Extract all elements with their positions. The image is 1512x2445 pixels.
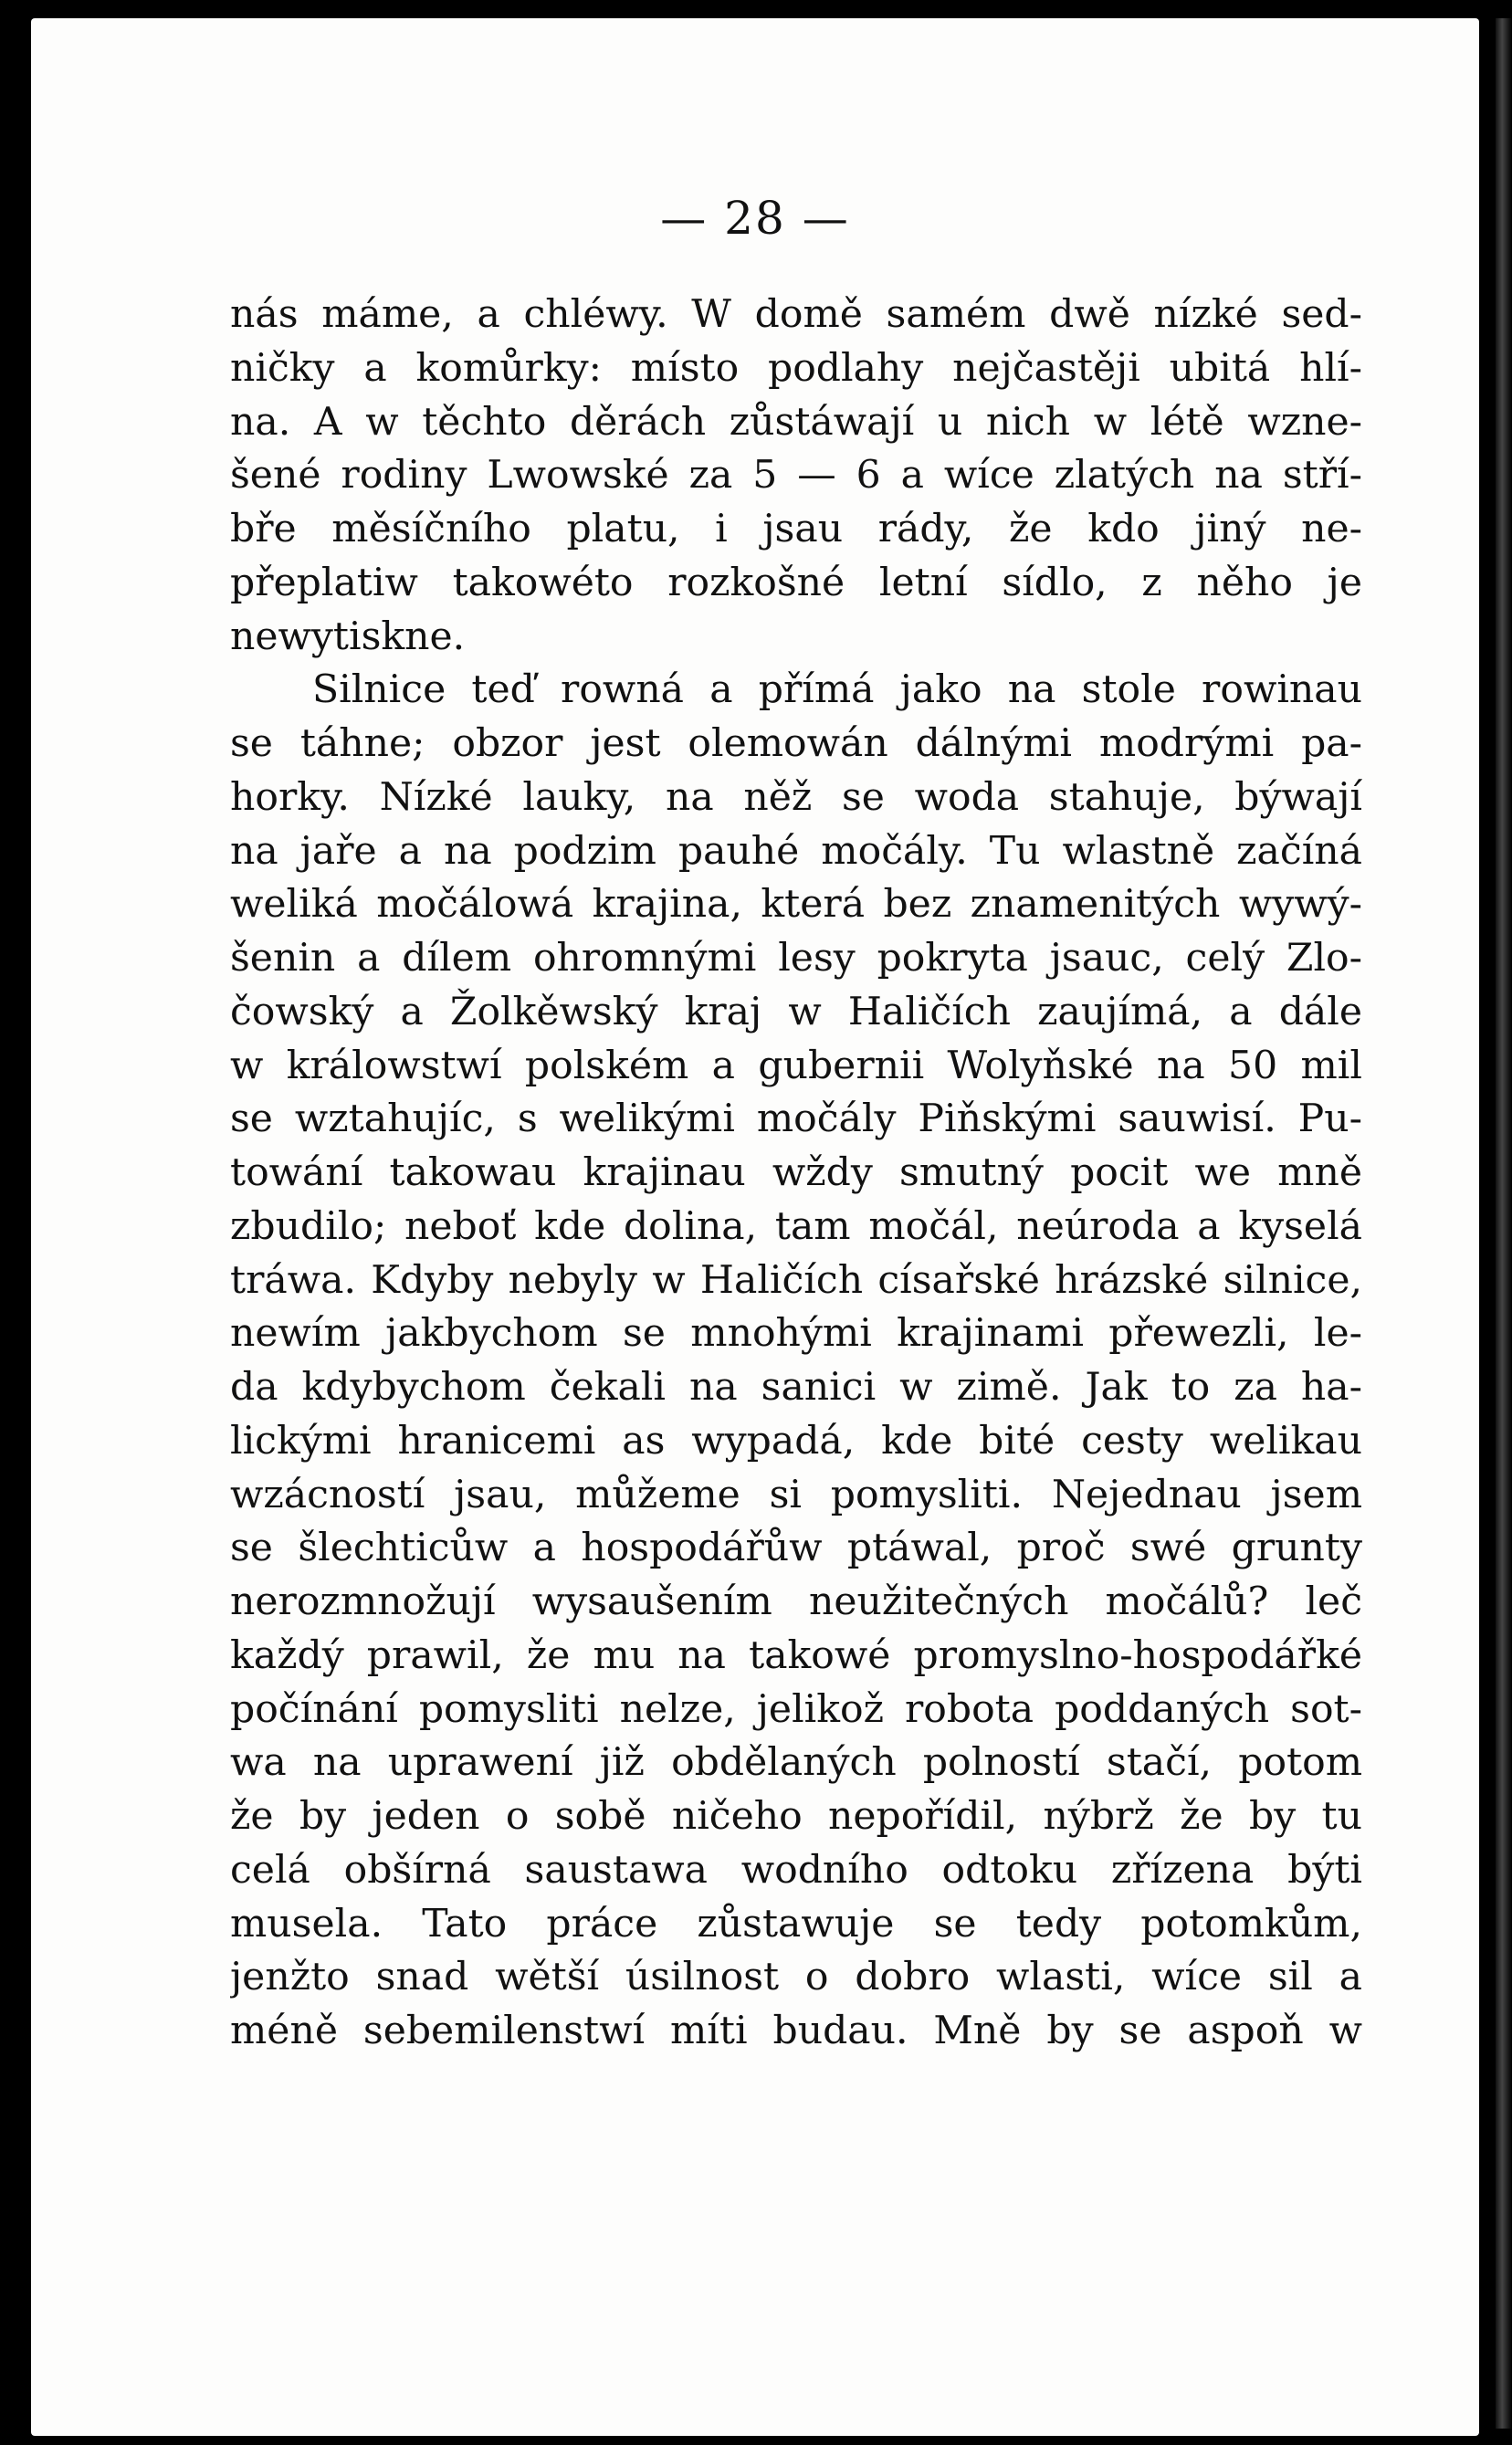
text-line: weliká močálowá krajina, která bez znamenitých wywý-	[230, 882, 1362, 928]
body-text	[230, 289, 1362, 2059]
text-line: newím jakbychom se mnohými krajinami přewezli, le-	[230, 1311, 1362, 1357]
page-number-header: — 28 —	[660, 192, 850, 245]
text-line: Silnice teď rowná a přímá jako na stole rowinau	[312, 667, 1362, 713]
text-line: celá obšírná saustawa wodního odtoku zřízena býti	[230, 1847, 1362, 1893]
text-line: se táhne; obzor jest olemowán dálnými modrými pa-	[230, 721, 1362, 766]
page-edge-shadow	[1496, 18, 1512, 2429]
text-line: šené rodiny Lwowské za 5 — 6 a wíce zlatých na stří-	[230, 453, 1362, 498]
text-line: jenžto snad wětší úsilnost o dobro wlasti, wíce sil a	[230, 1955, 1362, 2000]
book-page	[31, 18, 1479, 2436]
text-line: méně sebemilenstwí míti budau. Mně by se aspoň w	[230, 2009, 1362, 2053]
text-line: wzácností jsau, můžeme si pomysliti. Nejednau jsem	[230, 1472, 1362, 1517]
text-line: towání takowau krajinau wždy smutný pocit we mně	[230, 1150, 1362, 1195]
text-line: že by jeden o sobě ničeho nepořídil, nýbrž že by tu	[230, 1794, 1362, 1839]
text-line: na jaře a na podzim pauhé močály. Tu wlastně začíná	[230, 828, 1362, 874]
text-line: horky. Nízké lauky, na něž se woda stahuje, býwají	[230, 774, 1362, 820]
text-line: na. A w těchto děrách zůstáwají u nich w létě wzne-	[230, 399, 1362, 445]
text-line: přeplatiw takowéto rozkošné letní sídlo, z něho je	[230, 560, 1362, 605]
text-line: ničky a komůrky: místo podlahy nejčastěji ubitá hlí-	[230, 345, 1362, 391]
text-line: tráwa. Kdyby nebyly w Haličích císařské hrázské silnice,	[230, 1257, 1362, 1303]
text-line: da kdybychom čekali na sanici w zimě. Jak to za ha-	[230, 1365, 1362, 1410]
text-line: w králowstwí polském a gubernii Wolyňské na 50 mil	[230, 1043, 1362, 1088]
text-line: se šlechticůw a hospodářůw ptáwal, proč swé grunty	[230, 1526, 1362, 1571]
text-line: se wztahujíc, s welikými močály Piňskými sauwisí. Pu-	[230, 1097, 1362, 1142]
text-line: nerozmnožují wysaušením neužitečných močálů? leč	[230, 1579, 1362, 1624]
text-line: počínání pomysliti nelze, jelikož robota poddaných sot-	[230, 1686, 1362, 1732]
text-line: wa na uprawení již obdělaných polností stačí, potom	[230, 1740, 1362, 1786]
text-line: newytiskne.	[230, 614, 466, 659]
text-line: šenin a dílem ohromnými lesy pokryta jsauc, celý Zlo-	[230, 936, 1362, 981]
text-line: nás máme, a chléwy. W domě samém dwě nízké sed-	[230, 292, 1362, 337]
text-line: musela. Tato práce zůstawuje se tedy potomkům,	[230, 1901, 1362, 1947]
text-line: každý prawil, že mu na takowé promyslno-hospodářké	[230, 1632, 1362, 1678]
text-line: zbudilo; neboť kde dolina, tam močál, neúroda a kyselá	[230, 1203, 1362, 1249]
text-line: čowský a Žolkěwský kraj w Haličích zaujímá, a dále	[230, 989, 1362, 1034]
text-line: lickými hranicemi as wypadá, kde bité cesty welikau	[230, 1418, 1362, 1464]
text-line: bře měsíčního platu, i jsau rády, že kdo jiný ne-	[230, 507, 1362, 551]
